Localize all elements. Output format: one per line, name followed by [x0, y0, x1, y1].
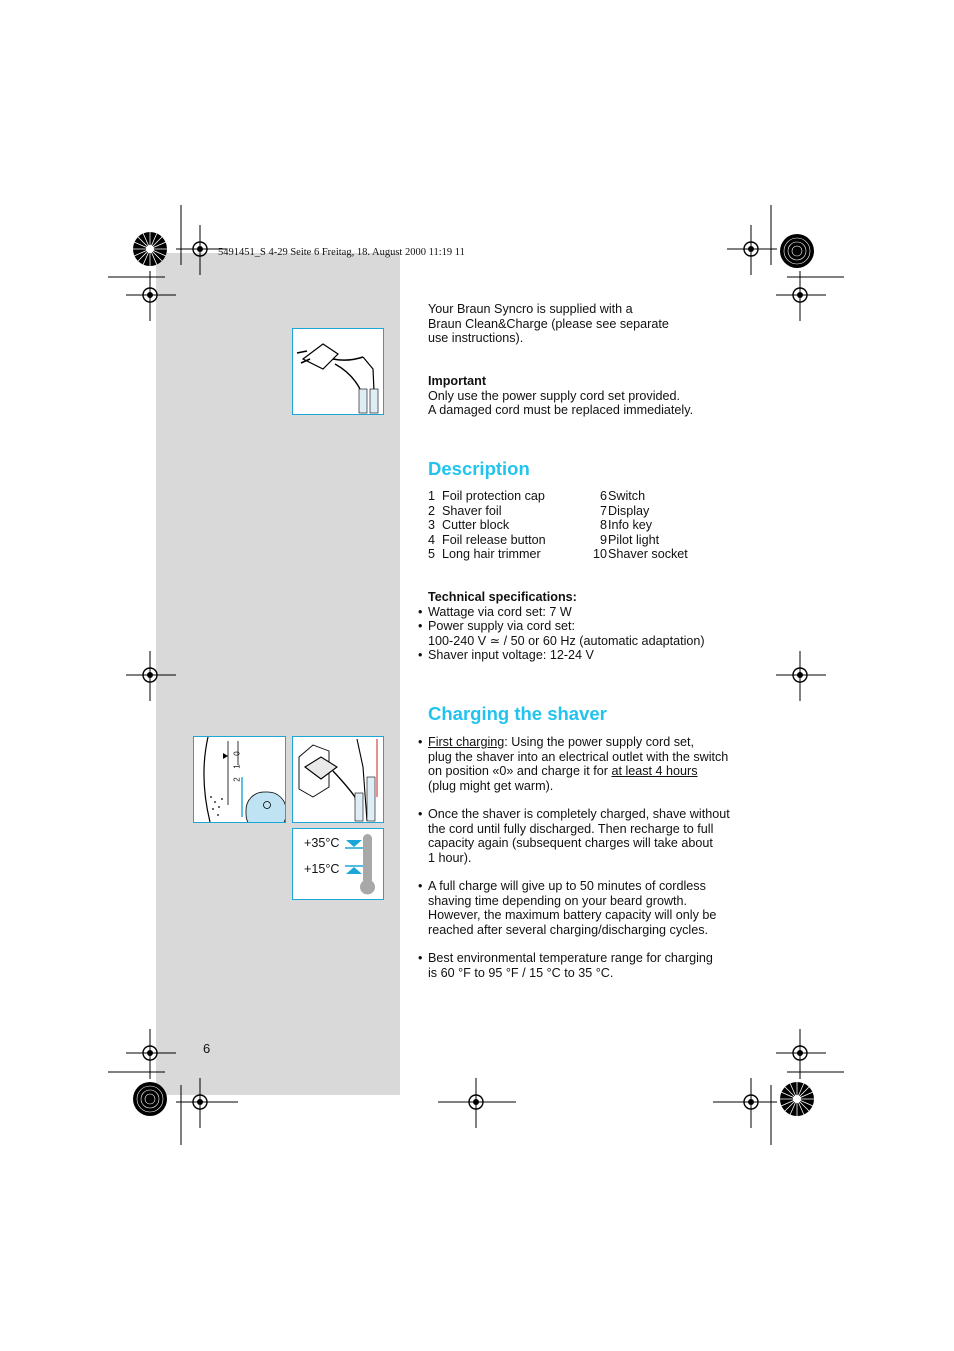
important-title: Important	[428, 374, 487, 388]
description-row	[428, 547, 728, 562]
part-number: 10	[592, 547, 607, 561]
part-name: Pilot light	[608, 533, 660, 547]
registration-wheel-icon	[773, 227, 823, 277]
description-row	[428, 504, 728, 519]
charging-heading: Charging the shaver	[428, 703, 607, 724]
crosshair-target-icon	[126, 1029, 176, 1079]
temp-low-label: +15°C	[304, 862, 340, 876]
crosshair-target-icon	[126, 651, 176, 701]
charging-line	[428, 764, 748, 779]
cord-set-figure	[292, 328, 384, 415]
bullet-dot: •	[418, 735, 423, 749]
charging-line	[428, 735, 748, 750]
intro-paragraph	[428, 302, 748, 346]
part-number: 4	[428, 533, 436, 547]
charging-paragraph-first	[428, 735, 748, 793]
charging-line: Once the shaver is completely charged, shave without	[428, 807, 730, 821]
registration-wheel-icon	[773, 1075, 823, 1125]
tech-spec-item: Shaver input voltage: 12-24 V	[428, 648, 594, 662]
tech-spec-title: Technical specifications:	[428, 590, 577, 604]
charging-line: reached after several charging/discharging cycles.	[428, 922, 709, 937]
page-number: 6	[203, 1041, 211, 1056]
part-name: Switch	[608, 489, 646, 503]
important-line: Only use the power supply cord set provided.	[428, 388, 681, 403]
part-name: Long hair trimmer	[442, 547, 541, 561]
part-name: Foil protection cap	[442, 489, 545, 503]
bullet-dot: •	[418, 879, 423, 893]
charging-text: : Using the power supply cord set,	[504, 735, 694, 749]
bullet-dot: •	[418, 619, 423, 633]
switch-label-2: 2	[232, 777, 242, 782]
charging-paragraph	[428, 879, 748, 937]
description-heading: Description	[428, 458, 530, 479]
charging-line: plug the shaver into an electrical outlet with the switch	[428, 749, 729, 764]
part-number: 9	[599, 533, 607, 547]
plug-shaver-icon	[293, 737, 383, 822]
charging-line: 1 hour).	[428, 850, 472, 865]
crosshair-target-icon	[776, 1029, 826, 1079]
crosshair-target-icon	[776, 271, 826, 321]
charging-paragraph	[428, 951, 748, 980]
charging-line: (plug might get warm).	[428, 778, 554, 793]
charging-line: the cord until fully discharged. Then recharge to full	[428, 821, 714, 836]
important-line: A damaged cord must be replaced immediately.	[428, 403, 694, 418]
charging-paragraph	[428, 807, 748, 865]
part-number: 2	[428, 504, 436, 518]
description-row	[428, 489, 728, 504]
temp-high-label: +35°C	[304, 836, 340, 850]
print-header-line: 5491451_S 4-29 Seite 6 Freitag, 18. August 2000 11:19 11	[218, 247, 465, 258]
charging-line: A full charge will give up to 50 minutes of cordless	[428, 879, 706, 893]
crosshair-target-icon	[176, 1078, 238, 1128]
switch-label-1: 1	[232, 764, 242, 769]
part-name: Foil release button	[442, 533, 546, 547]
charging-line: However, the maximum battery capacity will only be	[428, 908, 717, 923]
registration-wheel-icon	[126, 225, 176, 275]
charging-line: Best environmental temperature range for charging	[428, 951, 713, 965]
part-number: 8	[599, 518, 607, 532]
part-name: Cutter block	[442, 518, 510, 532]
power-plug-icon	[293, 329, 383, 414]
crosshair-target-icon	[126, 271, 176, 321]
part-name: Shaver socket	[608, 547, 688, 561]
bullet-dot: •	[418, 807, 423, 821]
tech-spec-line: 100-240 V ≃ / 50 or 60 Hz (automatic adaptation)	[428, 633, 705, 648]
first-charging-term: First charging	[428, 735, 505, 749]
switch-figure	[193, 736, 286, 823]
tech-spec-item: Wattage via cord set: 7 W	[428, 605, 572, 619]
description-row	[428, 518, 728, 533]
crosshair-target-icon	[713, 1078, 777, 1128]
part-name: Shaver foil	[442, 504, 502, 518]
important-block	[428, 374, 748, 418]
description-row	[428, 533, 728, 548]
crosshair-target-icon	[438, 1078, 516, 1128]
temperature-figure	[292, 828, 384, 900]
charge-duration-term: at least 4 hours	[611, 764, 698, 779]
registration-wheel-icon	[126, 1075, 176, 1125]
crosshair-target-icon	[776, 651, 826, 701]
part-number: 7	[599, 504, 607, 518]
charging-line: is 60 °F to 95 °F / 15 °C to 35 °C.	[428, 965, 614, 980]
part-name: Display	[608, 504, 650, 518]
switch-label-0: 0	[232, 751, 242, 756]
bullet-dot: •	[418, 951, 423, 965]
charging-line: shaving time depending on your beard growth.	[428, 893, 688, 908]
intro-line: use instructions).	[428, 331, 524, 346]
part-number: 1	[428, 489, 436, 503]
part-number: 3	[428, 518, 436, 532]
intro-line: Your Braun Syncro is supplied with a	[428, 302, 633, 316]
crosshair-target-icon	[727, 225, 777, 275]
bullet-dot: •	[418, 648, 423, 662]
tech-spec-item	[428, 619, 758, 648]
bullet-dot: •	[418, 605, 423, 619]
part-number: 5	[428, 547, 436, 561]
part-name: Info key	[608, 518, 653, 532]
part-number: 6	[599, 489, 607, 503]
thermometer-icon	[345, 832, 383, 898]
intro-line: Braun Clean&Charge (please see separate	[428, 316, 669, 331]
tech-spec-line: Power supply via cord set:	[428, 619, 575, 633]
charging-text: on position «0» and charge it for	[428, 764, 612, 779]
plug-into-shaver-figure	[292, 736, 384, 823]
charging-line: capacity again (subsequent charges will take about	[428, 836, 713, 851]
